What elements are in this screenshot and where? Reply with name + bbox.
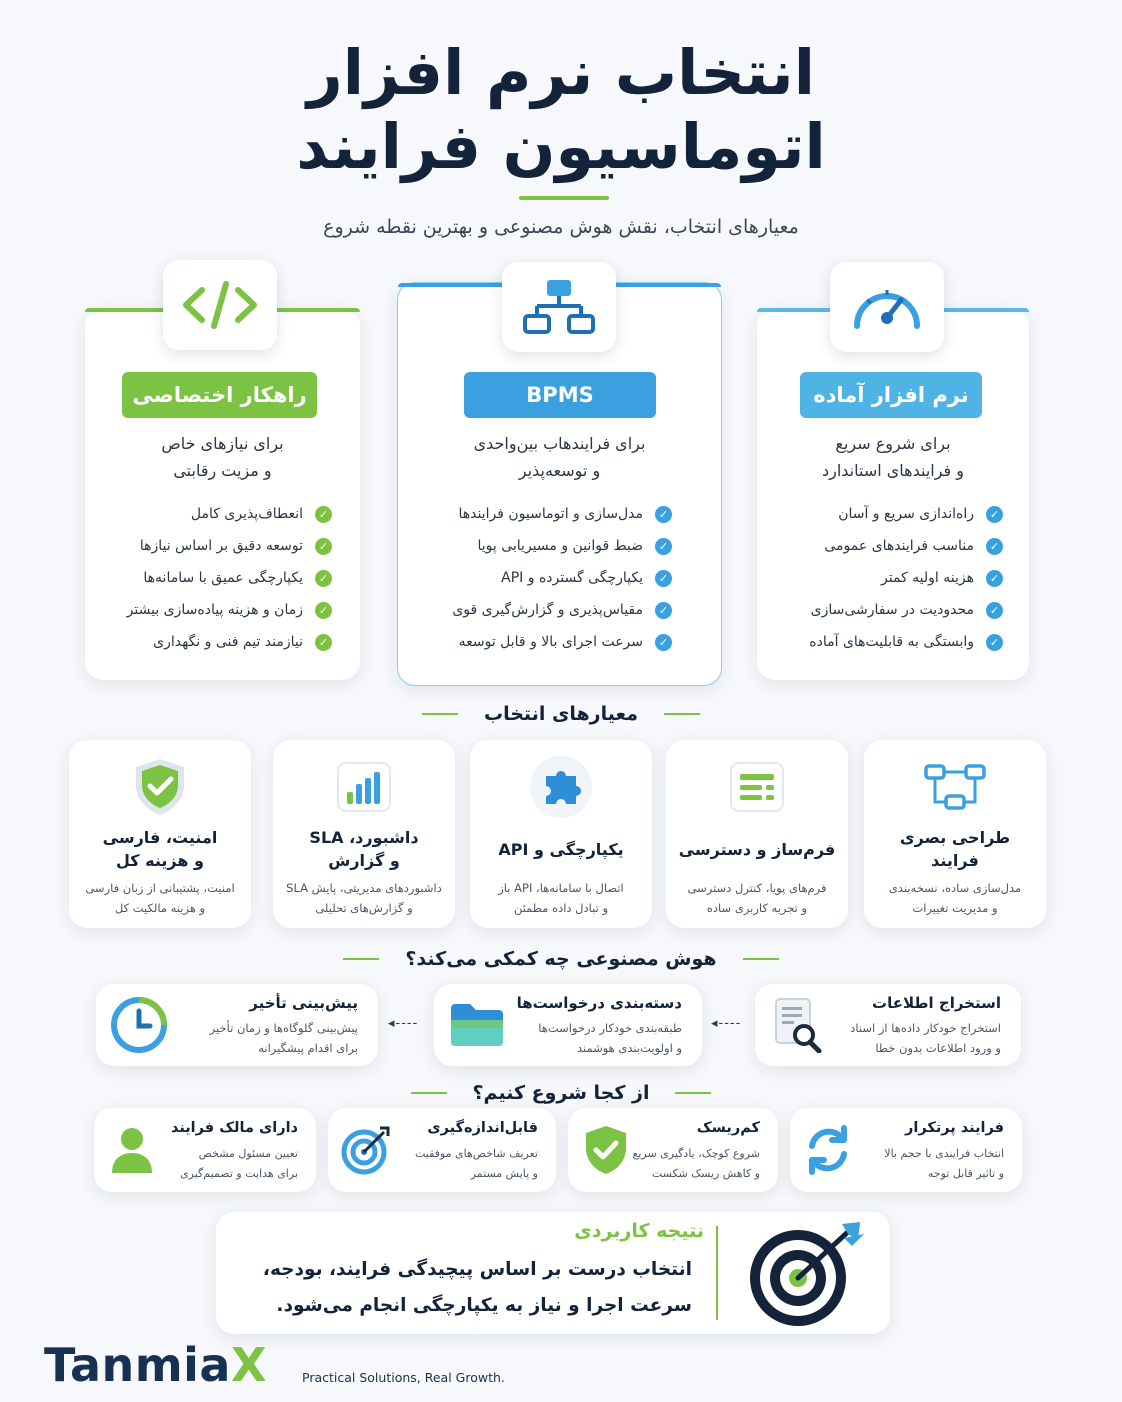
form-icon: [724, 754, 790, 820]
list-item: ✓ یکپارچگی عمیق با سامانه‌ها: [110, 562, 332, 594]
folder-icon: [448, 996, 506, 1054]
section-heading-criteria: معیارهای انتخاب: [0, 703, 1122, 725]
result-card: [216, 1212, 890, 1334]
result-label: نتیجه کاربردی: [574, 1220, 704, 1242]
brand-logo: TanmiaX: [44, 1338, 267, 1392]
page-subtitle: معیارهای انتخاب، نقش هوش مصنوعی و بهترین نقطه شروع: [323, 216, 799, 238]
flow-arrow: ◂----: [711, 1016, 742, 1031]
page-title-line2: اتوماسیون فرایند: [296, 110, 826, 183]
workflow-icon: [502, 262, 616, 352]
target-arrow-icon: [740, 1220, 870, 1330]
option-desc2: و توسعه‌پذیر: [518, 461, 601, 480]
criteria-card: فرم‌ساز و دسترسی فرم‌های پویا، کنترل دسترسی و تجربه کاربری ساده: [666, 740, 848, 928]
list-item: ✓ توسعه دقیق بر اساس نیازها: [110, 530, 332, 562]
ai-card: پیش‌بینی تأخیر پیش‌بینی گلوگاه‌ها و زمان تأخیر برای اقدام پیشگیرانه: [96, 984, 378, 1066]
list-item: ✓ مقیاس‌پذیری و گزارش‌گیری قوی: [424, 594, 672, 626]
list-item: ✓ زمان و هزینه پیاده‌سازی بیشتر: [110, 594, 332, 626]
target-icon: [340, 1124, 392, 1176]
list-item: ✓ سرعت اجرای بالا و قابل توسعه: [424, 626, 672, 658]
start-card: قابل‌اندازه‌گیری تعریف شاخص‌های موفقیت و پایش مستمر: [328, 1108, 556, 1192]
list-item: ✓ راه‌اندازی سریع و آسان: [775, 498, 1003, 530]
shield-check-icon: [580, 1124, 632, 1176]
document-search-icon: [769, 996, 827, 1054]
start-card: فرایند پرتکرار انتخاب فرایندی با حجم بالا و تاثیر قابل توجه: [790, 1108, 1022, 1192]
section-heading-start: از کجا شروع کنیم؟: [0, 1082, 1122, 1104]
list-item: ✓ مناسب فرایندهای عمومی: [775, 530, 1003, 562]
flow-arrow: ◂----: [388, 1016, 419, 1031]
criteria-card: طراحی بصری فرایند مدل‌سازی ساده، نسخه‌بندی و مدیریت تغییرات: [864, 740, 1046, 928]
flowchart-icon: [922, 754, 988, 820]
section-heading-ai: هوش مصنوعی چه کمکی می‌کند؟: [0, 948, 1122, 970]
title-underline: [519, 196, 609, 200]
gauge-icon: [830, 262, 944, 352]
option-desc2: و مزیت رقابتی: [173, 461, 272, 480]
option-desc1: برای فرایندهاب بین‌واحدی: [473, 434, 646, 453]
criteria-card: داشبورد، SLA و گزارش داشبوردهای مدیریتی، پایش SLA و گزارش‌های تحلیلی: [273, 740, 455, 928]
ai-card: دسته‌بندی درخواست‌ها طبقه‌بندی خودکار درخواست‌ها و اولویت‌بندی هوشمند: [434, 984, 702, 1066]
criteria-card: امنیت، فارسی و هزینه کل امنیت، پشتیبانی از زبان فارسی و هزینه مالکیت کل: [69, 740, 251, 928]
list-item: ✓ یکپارچگی گسترده و API: [424, 562, 672, 594]
option-label-ready-software: نرم افزار آماده: [800, 372, 982, 418]
result-text: انتخاب درست بر اساس پیچیدگی فرایند، بودجه، سرعت اجرا و نیاز به یکپارچگی انجام می‌شود.: [262, 1259, 692, 1316]
result-divider: [716, 1226, 718, 1320]
page-title-line1: انتخاب نرم افزار: [307, 36, 815, 109]
brand-tagline: Practical Solutions, Real Growth.: [302, 1370, 505, 1385]
list-item: ✓ وابستگی به قابلیت‌های آماده: [775, 626, 1003, 658]
option-label-bpms: BPMS: [464, 372, 656, 418]
refresh-icon: [802, 1124, 854, 1176]
clock-icon: [110, 996, 168, 1054]
list-item: ✓ مدل‌سازی و اتوماسیون فرایندها: [424, 498, 672, 530]
start-card: دارای مالک فرایند تعیین مسئول مشخص برای هدایت و تصمیم‌گیری: [94, 1108, 316, 1192]
option-desc2: و فرایندهای استاندارد: [821, 461, 965, 480]
list-item: ✓ محدودیت در سفارشی‌سازی: [775, 594, 1003, 626]
user-icon: [106, 1124, 158, 1176]
list-item: ✓ نیازمند تیم فنی و نگهداری: [110, 626, 332, 658]
start-card: کم‌ریسک شروع کوچک، یادگیری سریع و کاهش ریسک شکست: [568, 1108, 778, 1192]
option-desc1: برای شروع سریع: [835, 434, 951, 453]
code-icon: [163, 260, 277, 350]
criteria-card: یکپارچگی و API اتصال با سامانه‌ها، API باز و تبادل داده مطمئن: [470, 740, 652, 928]
option-desc1: برای نیازهای خاص: [161, 434, 284, 453]
puzzle-icon: [528, 754, 594, 820]
ai-card: استخراج اطلاعات استخراج خودکار داده‌ها از اسناد و ورود اطلاعات بدون خطا: [755, 984, 1021, 1066]
shield-check-icon: [127, 754, 193, 820]
list-item: ✓ هزینه اولیه کمتر: [775, 562, 1003, 594]
list-item: ✓ ضبط قوانین و مسیریابی پویا: [424, 530, 672, 562]
bar-chart-icon: [331, 754, 397, 820]
list-item: ✓ انعطاف‌پذیری کامل: [110, 498, 332, 530]
option-label-custom: راهکار اختصاصی: [122, 372, 317, 418]
